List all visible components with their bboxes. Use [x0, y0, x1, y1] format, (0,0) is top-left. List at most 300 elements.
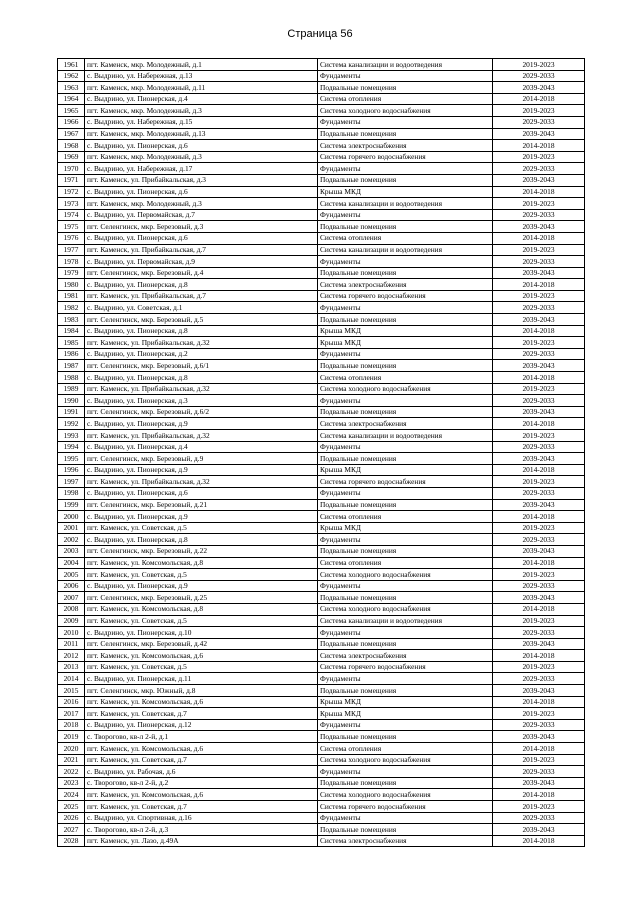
row-number: 2019 — [58, 731, 85, 743]
row-number: 2000 — [58, 511, 85, 523]
work-type-cell: Система горячего водоснабжения — [318, 801, 493, 813]
row-number: 1999 — [58, 499, 85, 511]
address-cell: пгт. Каменск, ул. Комсомольская, д.6 — [85, 743, 318, 755]
address-cell: пгт. Каменск, мкр. Молодежный, д.3 — [85, 105, 318, 117]
row-number: 2015 — [58, 685, 85, 697]
work-type-cell: Система отопления — [318, 372, 493, 384]
row-number: 1966 — [58, 116, 85, 128]
period-cell: 2014-2018 — [493, 603, 585, 615]
table-row — [58, 708, 585, 720]
period-cell: 2014-2018 — [493, 372, 585, 384]
work-type-cell: Подвальные помещения — [318, 174, 493, 186]
table-row — [58, 638, 585, 650]
period-cell: 2029-2033 — [493, 163, 585, 175]
row-number: 1994 — [58, 441, 85, 453]
row-number: 1992 — [58, 418, 85, 430]
address-cell: с. Выдрино, ул. Пионерская, д.4 — [85, 93, 318, 105]
table-row — [58, 557, 585, 569]
row-number: 2013 — [58, 661, 85, 673]
work-type-cell: Подвальные помещения — [318, 360, 493, 372]
row-number: 2003 — [58, 545, 85, 557]
work-type-cell: Подвальные помещения — [318, 824, 493, 836]
work-type-cell: Система канализации и водоотведения — [318, 59, 493, 71]
table-row — [58, 221, 585, 233]
period-cell: 2014-2018 — [493, 650, 585, 662]
address-cell: пгт. Каменск, мкр. Молодежный, д.1 — [85, 59, 318, 71]
table-row — [58, 441, 585, 453]
work-type-cell: Подвальные помещения — [318, 777, 493, 789]
period-cell: 2014-2018 — [493, 325, 585, 337]
period-cell: 2039-2043 — [493, 128, 585, 140]
row-number: 1989 — [58, 383, 85, 395]
address-cell: с. Выдрино, ул. Пионерская, д.6 — [85, 487, 318, 499]
work-type-cell: Подвальные помещения — [318, 453, 493, 465]
row-number: 1962 — [58, 70, 85, 82]
table-row — [58, 511, 585, 523]
work-type-cell: Фундаменты — [318, 627, 493, 639]
period-cell: 2039-2043 — [493, 592, 585, 604]
address-cell: с. Выдрино, ул. Пионерская, д.9 — [85, 464, 318, 476]
work-type-cell: Фундаменты — [318, 256, 493, 268]
period-cell: 2019-2023 — [493, 615, 585, 627]
work-type-cell: Система электроснабжения — [318, 140, 493, 152]
period-cell: 2019-2023 — [493, 383, 585, 395]
address-cell: пгт. Каменск, ул. Прибайкальская, д.7 — [85, 290, 318, 302]
work-type-cell: Подвальные помещения — [318, 592, 493, 604]
row-number: 2007 — [58, 592, 85, 604]
table-row — [58, 650, 585, 662]
table-row — [58, 824, 585, 836]
period-cell: 2014-2018 — [493, 696, 585, 708]
work-type-cell: Система холодного водоснабжения — [318, 789, 493, 801]
table-row — [58, 209, 585, 221]
work-type-cell: Подвальные помещения — [318, 685, 493, 697]
table-row — [58, 314, 585, 326]
period-cell: 2039-2043 — [493, 406, 585, 418]
row-number: 1993 — [58, 430, 85, 442]
work-type-cell: Крыша МКД — [318, 696, 493, 708]
period-cell: 2029-2033 — [493, 627, 585, 639]
table-row — [58, 766, 585, 778]
work-type-cell: Крыша МКД — [318, 325, 493, 337]
table-row — [58, 696, 585, 708]
work-type-cell: Система холодного водоснабжения — [318, 603, 493, 615]
table-row — [58, 777, 585, 789]
address-cell: с. Выдрино, ул. Пионерская, д.6 — [85, 140, 318, 152]
work-type-cell: Система отопления — [318, 93, 493, 105]
work-type-cell: Фундаменты — [318, 209, 493, 221]
table-row — [58, 244, 585, 256]
table-row — [58, 290, 585, 302]
address-cell: пгт. Каменск, ул. Комсомольская, д.6 — [85, 650, 318, 662]
period-cell: 2029-2033 — [493, 395, 585, 407]
table-row — [58, 569, 585, 581]
table-row — [58, 360, 585, 372]
table-row — [58, 395, 585, 407]
address-cell: с. Выдрино, ул. Пионерская, д.9 — [85, 511, 318, 523]
table-row — [58, 534, 585, 546]
period-cell: 2039-2043 — [493, 685, 585, 697]
table-row — [58, 673, 585, 685]
row-number: 1963 — [58, 82, 85, 94]
period-cell: 2039-2043 — [493, 314, 585, 326]
table-row — [58, 812, 585, 824]
work-type-cell: Система отопления — [318, 743, 493, 755]
table-row — [58, 801, 585, 813]
period-cell: 2019-2023 — [493, 337, 585, 349]
row-number: 2004 — [58, 557, 85, 569]
period-cell: 2039-2043 — [493, 731, 585, 743]
work-type-cell: Крыша МКД — [318, 337, 493, 349]
period-cell: 2039-2043 — [493, 777, 585, 789]
row-number: 1970 — [58, 163, 85, 175]
period-cell: 2014-2018 — [493, 232, 585, 244]
row-number: 1978 — [58, 256, 85, 268]
table-row — [58, 348, 585, 360]
work-type-cell: Фундаменты — [318, 487, 493, 499]
row-number: 2024 — [58, 789, 85, 801]
address-cell: пгт. Селенгинск, мкр. Березовый, д.22 — [85, 545, 318, 557]
work-type-cell: Система канализации и водоотведения — [318, 430, 493, 442]
period-cell: 2039-2043 — [493, 267, 585, 279]
row-number: 1961 — [58, 59, 85, 71]
address-cell: пгт. Каменск, мкр. Молодежный, д.11 — [85, 82, 318, 94]
period-cell: 2029-2033 — [493, 441, 585, 453]
address-cell: с. Выдрино, ул. Рабочая, д.6 — [85, 766, 318, 778]
address-cell: пгт. Селенгинск, мкр. Березовый, д.4 — [85, 267, 318, 279]
table-row — [58, 499, 585, 511]
period-cell: 2019-2023 — [493, 59, 585, 71]
row-number: 1975 — [58, 221, 85, 233]
work-type-cell: Фундаменты — [318, 719, 493, 731]
period-cell: 2029-2033 — [493, 673, 585, 685]
address-cell: с. Творогово, кв-л 2-й, д.1 — [85, 731, 318, 743]
address-cell: с. Выдрино, ул. Спортивная, д.16 — [85, 812, 318, 824]
table-row — [58, 232, 585, 244]
period-cell: 2039-2043 — [493, 174, 585, 186]
period-cell: 2014-2018 — [493, 418, 585, 430]
period-cell: 2014-2018 — [493, 140, 585, 152]
address-cell: с. Выдрино, ул. Пионерская, д.9 — [85, 418, 318, 430]
period-cell: 2029-2033 — [493, 487, 585, 499]
row-number: 2026 — [58, 812, 85, 824]
row-number: 2016 — [58, 696, 85, 708]
period-cell: 2014-2018 — [493, 557, 585, 569]
row-number: 2014 — [58, 673, 85, 685]
work-type-cell: Система горячего водоснабжения — [318, 290, 493, 302]
work-type-cell: Фундаменты — [318, 441, 493, 453]
row-number: 1964 — [58, 93, 85, 105]
table-row — [58, 545, 585, 557]
address-cell: пгт. Каменск, мкр. Молодежный, д.3 — [85, 198, 318, 210]
address-cell: пгт. Селенгинск, мкр. Березовый, д.9 — [85, 453, 318, 465]
period-cell: 2014-2018 — [493, 279, 585, 291]
work-type-cell: Подвальные помещения — [318, 128, 493, 140]
address-cell: с. Выдрино, ул. Пионерская, д.11 — [85, 673, 318, 685]
address-cell: с. Выдрино, ул. Пионерская, д.2 — [85, 348, 318, 360]
work-type-cell: Подвальные помещения — [318, 267, 493, 279]
address-cell: пгт. Селенгинск, мкр. Березовый, д.6/2 — [85, 406, 318, 418]
period-cell: 2039-2043 — [493, 360, 585, 372]
work-type-cell: Подвальные помещения — [318, 545, 493, 557]
row-number: 1995 — [58, 453, 85, 465]
period-cell: 2019-2023 — [493, 801, 585, 813]
work-type-cell: Фундаменты — [318, 163, 493, 175]
table-row — [58, 743, 585, 755]
table-row — [58, 430, 585, 442]
register-table-body — [58, 59, 585, 847]
address-cell: с. Выдрино, ул. Набережная, д.15 — [85, 116, 318, 128]
period-cell: 2029-2033 — [493, 766, 585, 778]
row-number: 1997 — [58, 476, 85, 488]
work-type-cell: Подвальные помещения — [318, 499, 493, 511]
row-number: 1998 — [58, 487, 85, 499]
row-number: 1965 — [58, 105, 85, 117]
address-cell: пгт. Каменск, ул. Прибайкальская, д.32 — [85, 476, 318, 488]
table-row — [58, 615, 585, 627]
table-row — [58, 116, 585, 128]
period-cell: 2029-2033 — [493, 256, 585, 268]
address-cell: с. Выдрино, ул. Пионерская, д.8 — [85, 279, 318, 291]
address-cell: пгт. Каменск, ул. Прибайкальская, д.3 — [85, 174, 318, 186]
address-cell: пгт. Каменск, ул. Советская, д.5 — [85, 661, 318, 673]
table-row — [58, 835, 585, 847]
row-number: 1990 — [58, 395, 85, 407]
address-cell: с. Выдрино, ул. Пионерская, д.8 — [85, 325, 318, 337]
table-row — [58, 719, 585, 731]
row-number: 1969 — [58, 151, 85, 163]
period-cell: 2039-2043 — [493, 499, 585, 511]
period-cell: 2014-2018 — [493, 511, 585, 523]
work-type-cell: Фундаменты — [318, 766, 493, 778]
table-row — [58, 186, 585, 198]
period-cell: 2019-2023 — [493, 198, 585, 210]
period-cell: 2029-2033 — [493, 70, 585, 82]
work-type-cell: Система электроснабжения — [318, 418, 493, 430]
period-cell: 2019-2023 — [493, 105, 585, 117]
period-cell: 2039-2043 — [493, 824, 585, 836]
table-row — [58, 603, 585, 615]
address-cell: пгт. Каменск, ул. Прибайкальская, д.32 — [85, 430, 318, 442]
row-number: 1987 — [58, 360, 85, 372]
row-number: 2006 — [58, 580, 85, 592]
row-number: 2027 — [58, 824, 85, 836]
row-number: 2008 — [58, 603, 85, 615]
address-cell: пгт. Селенгинск, мкр. Березовый, д.42 — [85, 638, 318, 650]
period-cell: 2019-2023 — [493, 708, 585, 720]
table-row — [58, 256, 585, 268]
row-number: 2010 — [58, 627, 85, 639]
row-number: 1985 — [58, 337, 85, 349]
period-cell: 2029-2033 — [493, 719, 585, 731]
table-row — [58, 383, 585, 395]
table-row — [58, 580, 585, 592]
work-type-cell: Крыша МКД — [318, 522, 493, 534]
row-number: 2023 — [58, 777, 85, 789]
work-type-cell: Система холодного водоснабжения — [318, 383, 493, 395]
address-cell: пгт. Каменск, ул. Прибайкальская, д.7 — [85, 244, 318, 256]
address-cell: с. Творогово, кв-л 2-й, д.3 — [85, 824, 318, 836]
work-type-cell: Фундаменты — [318, 348, 493, 360]
work-type-cell: Фундаменты — [318, 580, 493, 592]
row-number: 2020 — [58, 743, 85, 755]
work-type-cell: Подвальные помещения — [318, 406, 493, 418]
table-row — [58, 406, 585, 418]
row-number: 2002 — [58, 534, 85, 546]
address-cell: с. Выдрино, ул. Первомайская, д.9 — [85, 256, 318, 268]
period-cell: 2039-2043 — [493, 82, 585, 94]
row-number: 1982 — [58, 302, 85, 314]
address-cell: пгт. Селенгинск, мкр. Южный, д.8 — [85, 685, 318, 697]
period-cell: 2014-2018 — [493, 93, 585, 105]
address-cell: с. Выдрино, ул. Пионерская, д.12 — [85, 719, 318, 731]
period-cell: 2019-2023 — [493, 522, 585, 534]
row-number: 1968 — [58, 140, 85, 152]
row-number: 2012 — [58, 650, 85, 662]
work-type-cell: Крыша МКД — [318, 464, 493, 476]
work-type-cell: Крыша МКД — [318, 186, 493, 198]
address-cell: пгт. Каменск, ул. Советская, д.5 — [85, 569, 318, 581]
table-row — [58, 279, 585, 291]
table-row — [58, 754, 585, 766]
table-row — [58, 789, 585, 801]
row-number: 1991 — [58, 406, 85, 418]
table-row — [58, 198, 585, 210]
period-cell: 2029-2033 — [493, 116, 585, 128]
address-cell: с. Выдрино, ул. Пионерская, д.8 — [85, 534, 318, 546]
table-row — [58, 325, 585, 337]
work-type-cell: Подвальные помещения — [318, 314, 493, 326]
row-number: 1981 — [58, 290, 85, 302]
address-cell: с. Творогово, кв-л 2-й, д.2 — [85, 777, 318, 789]
table-row — [58, 267, 585, 279]
table-row — [58, 59, 585, 71]
period-cell: 2039-2043 — [493, 221, 585, 233]
row-number: 1979 — [58, 267, 85, 279]
address-cell: пгт. Каменск, ул. Советская, д.5 — [85, 522, 318, 534]
row-number: 2001 — [58, 522, 85, 534]
table-row — [58, 592, 585, 604]
address-cell: пгт. Селенгинск, мкр. Березовый, д.3 — [85, 221, 318, 233]
period-cell: 2014-2018 — [493, 186, 585, 198]
row-number: 1974 — [58, 209, 85, 221]
period-cell: 2019-2023 — [493, 476, 585, 488]
work-type-cell: Фундаменты — [318, 673, 493, 685]
work-type-cell: Фундаменты — [318, 116, 493, 128]
table-row — [58, 476, 585, 488]
period-cell: 2029-2033 — [493, 302, 585, 314]
row-number: 2021 — [58, 754, 85, 766]
address-cell: пгт. Каменск, ул. Прибайкальская, д.32 — [85, 337, 318, 349]
work-type-cell: Система электроснабжения — [318, 279, 493, 291]
address-cell: пгт. Селенгинск, мкр. Березовый, д.6/1 — [85, 360, 318, 372]
address-cell: пгт. Каменск, мкр. Молодежный, д.13 — [85, 128, 318, 140]
period-cell: 2019-2023 — [493, 290, 585, 302]
table-row — [58, 418, 585, 430]
period-cell: 2029-2033 — [493, 534, 585, 546]
address-cell: с. Выдрино, ул. Набережная, д.17 — [85, 163, 318, 175]
row-number: 1967 — [58, 128, 85, 140]
work-type-cell: Фундаменты — [318, 812, 493, 824]
register-table — [57, 58, 585, 847]
period-cell: 2029-2033 — [493, 209, 585, 221]
address-cell: с. Выдрино, ул. Пионерская, д.9 — [85, 580, 318, 592]
period-cell: 2014-2018 — [493, 464, 585, 476]
work-type-cell: Система отопления — [318, 232, 493, 244]
work-type-cell: Система канализации и водоотведения — [318, 244, 493, 256]
address-cell: с. Выдрино, ул. Набережная, д.13 — [85, 70, 318, 82]
table-row — [58, 302, 585, 314]
period-cell: 2014-2018 — [493, 789, 585, 801]
work-type-cell: Система отопления — [318, 511, 493, 523]
table-row — [58, 140, 585, 152]
table-row — [58, 105, 585, 117]
address-cell: с. Выдрино, ул. Пионерская, д.6 — [85, 186, 318, 198]
work-type-cell: Система электроснабжения — [318, 650, 493, 662]
address-cell: пгт. Каменск, мкр. Молодежный, д.3 — [85, 151, 318, 163]
work-type-cell: Подвальные помещения — [318, 221, 493, 233]
row-number: 2009 — [58, 615, 85, 627]
work-type-cell: Система горячего водоснабжения — [318, 151, 493, 163]
address-cell: пгт. Каменск, ул. Прибайкальская, д.32 — [85, 383, 318, 395]
row-number: 2022 — [58, 766, 85, 778]
period-cell: 2019-2023 — [493, 244, 585, 256]
row-number: 2005 — [58, 569, 85, 581]
address-cell: пгт. Каменск, ул. Комсомольская, д.8 — [85, 603, 318, 615]
row-number: 2018 — [58, 719, 85, 731]
table-row — [58, 464, 585, 476]
address-cell: с. Выдрино, ул. Пионерская, д.6 — [85, 232, 318, 244]
row-number: 1977 — [58, 244, 85, 256]
table-row — [58, 151, 585, 163]
work-type-cell: Система отопления — [318, 557, 493, 569]
table-row — [58, 93, 585, 105]
work-type-cell: Система холодного водоснабжения — [318, 105, 493, 117]
period-cell: 2039-2043 — [493, 638, 585, 650]
table-row — [58, 82, 585, 94]
period-cell: 2019-2023 — [493, 754, 585, 766]
row-number: 1996 — [58, 464, 85, 476]
period-cell: 2019-2023 — [493, 151, 585, 163]
table-row — [58, 70, 585, 82]
page-header: Страница 56 — [287, 28, 353, 40]
period-cell: 2014-2018 — [493, 835, 585, 847]
table-row — [58, 128, 585, 140]
work-type-cell: Система канализации и водоотведения — [318, 615, 493, 627]
period-cell: 2019-2023 — [493, 661, 585, 673]
address-cell: пгт. Каменск, ул. Комсомольская, д.6 — [85, 789, 318, 801]
address-cell: с. Выдрино, ул. Советская, д.1 — [85, 302, 318, 314]
table-row — [58, 372, 585, 384]
table-row — [58, 163, 585, 175]
table-row — [58, 337, 585, 349]
table-row — [58, 453, 585, 465]
row-number: 1983 — [58, 314, 85, 326]
address-cell: пгт. Каменск, ул. Лазо, д.49А — [85, 835, 318, 847]
row-number: 1971 — [58, 174, 85, 186]
period-cell: 2039-2043 — [493, 545, 585, 557]
table-row — [58, 731, 585, 743]
address-cell: с. Выдрино, ул. Пионерская, д.3 — [85, 395, 318, 407]
work-type-cell: Подвальные помещения — [318, 82, 493, 94]
row-number: 2011 — [58, 638, 85, 650]
row-number: 1980 — [58, 279, 85, 291]
work-type-cell: Система горячего водоснабжения — [318, 661, 493, 673]
table-row — [58, 174, 585, 186]
row-number: 2025 — [58, 801, 85, 813]
row-number: 1988 — [58, 372, 85, 384]
work-type-cell: Фундаменты — [318, 302, 493, 314]
